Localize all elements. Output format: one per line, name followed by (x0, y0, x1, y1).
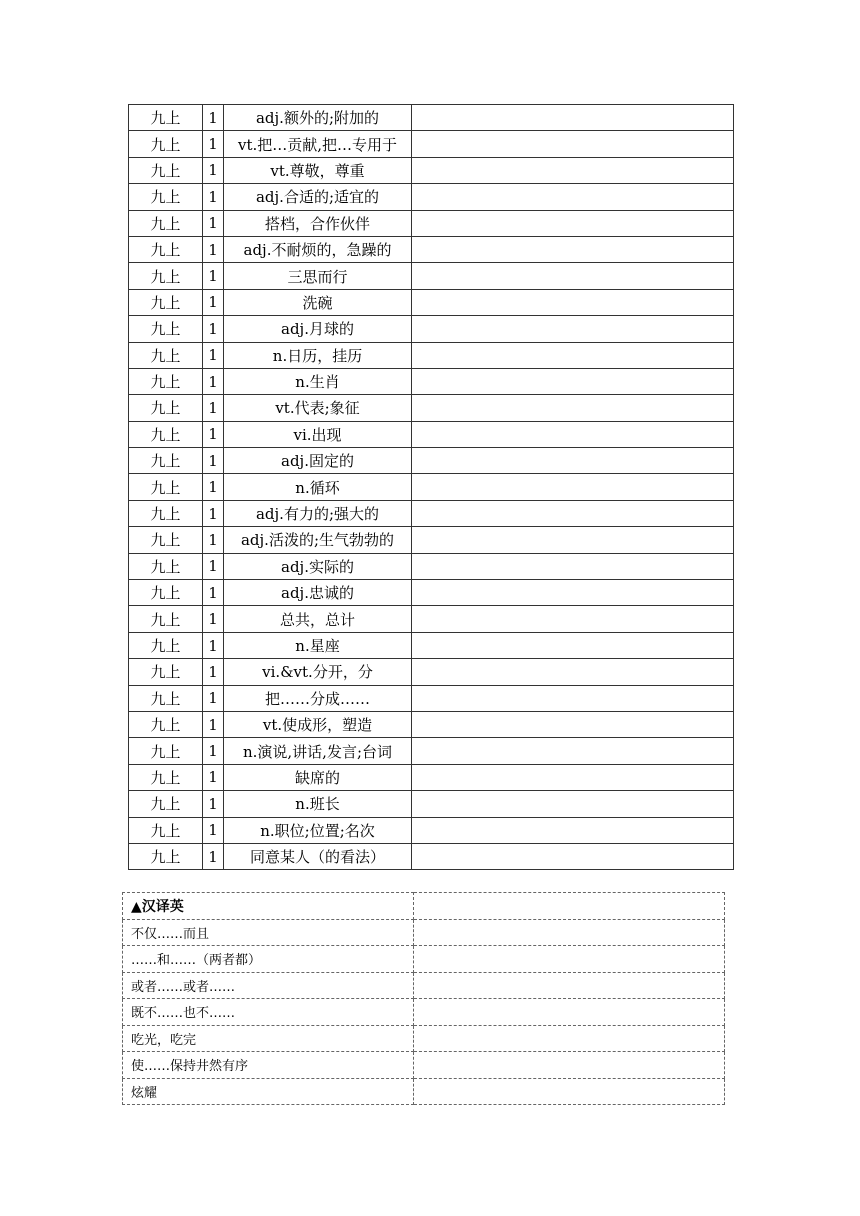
english-answer-cell[interactable] (414, 919, 725, 946)
chinese-phrase-cell: 或者……或者…… (123, 972, 414, 999)
meaning-cell: 缺席的 (224, 764, 412, 790)
answer-cell[interactable] (412, 738, 734, 764)
answer-cell[interactable] (412, 448, 734, 474)
table-row (129, 316, 734, 342)
table-row (129, 580, 734, 606)
unit-cell: 1 (203, 368, 224, 394)
english-answer-cell[interactable] (414, 946, 725, 973)
table-row (129, 659, 734, 685)
grade-cell: 九上 (129, 553, 203, 579)
unit-cell: 1 (203, 711, 224, 737)
table-row (129, 131, 734, 157)
english-answer-cell[interactable] (414, 1025, 725, 1052)
unit-cell: 1 (203, 553, 224, 579)
unit-cell: 1 (203, 500, 224, 526)
answer-cell[interactable] (412, 236, 734, 262)
english-answer-cell[interactable] (414, 972, 725, 999)
grade-cell: 九上 (129, 606, 203, 632)
answer-cell[interactable] (412, 685, 734, 711)
meaning-cell: adj.固定的 (224, 448, 412, 474)
meaning-cell: adj.有力的;强大的 (224, 500, 412, 526)
vocab-table (128, 104, 734, 870)
answer-cell[interactable] (412, 843, 734, 869)
table-row (129, 500, 734, 526)
meaning-cell: n.日历，挂历 (224, 342, 412, 368)
meaning-cell: adj.忠诚的 (224, 580, 412, 606)
meaning-cell: adj.额外的;附加的 (224, 105, 412, 131)
grade-cell: 九上 (129, 289, 203, 315)
translation-table-body (123, 893, 725, 1105)
grade-cell: 九上 (129, 131, 203, 157)
grade-cell: 九上 (129, 421, 203, 447)
unit-cell: 1 (203, 210, 224, 236)
table-row (129, 843, 734, 869)
translation-table (122, 892, 725, 1105)
list-item (123, 1052, 725, 1079)
unit-cell: 1 (203, 157, 224, 183)
translation-header-answer-cell[interactable] (414, 893, 725, 920)
table-row (129, 289, 734, 315)
unit-cell: 1 (203, 606, 224, 632)
table-row (129, 236, 734, 262)
answer-cell[interactable] (412, 817, 734, 843)
grade-cell: 九上 (129, 817, 203, 843)
grade-cell: 九上 (129, 474, 203, 500)
unit-cell: 1 (203, 184, 224, 210)
list-item (123, 1025, 725, 1052)
table-row (129, 738, 734, 764)
grade-cell: 九上 (129, 527, 203, 553)
answer-cell[interactable] (412, 395, 734, 421)
meaning-cell: vi.出现 (224, 421, 412, 447)
table-row (129, 368, 734, 394)
answer-cell[interactable] (412, 711, 734, 737)
english-answer-cell[interactable] (414, 1052, 725, 1079)
answer-cell[interactable] (412, 263, 734, 289)
meaning-cell: n.职位;位置;名次 (224, 817, 412, 843)
meaning-cell: n.演说,讲话,发言;台词 (224, 738, 412, 764)
table-row (129, 527, 734, 553)
unit-cell: 1 (203, 632, 224, 658)
unit-cell: 1 (203, 289, 224, 315)
meaning-cell: adj.合适的;适宜的 (224, 184, 412, 210)
table-row (129, 817, 734, 843)
translation-header: ▲汉译英 (123, 893, 414, 920)
grade-cell: 九上 (129, 105, 203, 131)
meaning-cell: 把……分成…… (224, 685, 412, 711)
grade-cell: 九上 (129, 448, 203, 474)
grade-cell: 九上 (129, 843, 203, 869)
grade-cell: 九上 (129, 685, 203, 711)
grade-cell: 九上 (129, 395, 203, 421)
list-item (123, 972, 725, 999)
meaning-cell: adj.不耐烦的，急躁的 (224, 236, 412, 262)
grade-cell: 九上 (129, 738, 203, 764)
grade-cell: 九上 (129, 580, 203, 606)
meaning-cell: vi.&vt.分开，分 (224, 659, 412, 685)
table-row (129, 764, 734, 790)
unit-cell: 1 (203, 236, 224, 262)
answer-cell[interactable] (412, 316, 734, 342)
answer-cell[interactable] (412, 421, 734, 447)
table-row (129, 342, 734, 368)
meaning-cell: vt.把…贡献,把…专用于 (224, 131, 412, 157)
table-row (129, 632, 734, 658)
table-row (129, 791, 734, 817)
table-row (129, 711, 734, 737)
answer-cell[interactable] (412, 474, 734, 500)
unit-cell: 1 (203, 843, 224, 869)
chinese-phrase-cell: ……和……（两者都） (123, 946, 414, 973)
unit-cell: 1 (203, 580, 224, 606)
chinese-phrase-cell: 使……保持井然有序 (123, 1052, 414, 1079)
answer-cell[interactable] (412, 368, 734, 394)
chinese-phrase-cell: 不仅……而且 (123, 919, 414, 946)
grade-cell: 九上 (129, 764, 203, 790)
answer-cell[interactable] (412, 500, 734, 526)
meaning-cell: n.星座 (224, 632, 412, 658)
meaning-cell: vt.尊敬，尊重 (224, 157, 412, 183)
grade-cell: 九上 (129, 210, 203, 236)
unit-cell: 1 (203, 131, 224, 157)
meaning-cell: vt.代表;象征 (224, 395, 412, 421)
grade-cell: 九上 (129, 659, 203, 685)
unit-cell: 1 (203, 474, 224, 500)
meaning-cell: adj.实际的 (224, 553, 412, 579)
grade-cell: 九上 (129, 263, 203, 289)
table-row (129, 184, 734, 210)
list-item (123, 1078, 725, 1105)
answer-cell[interactable] (412, 131, 734, 157)
unit-cell: 1 (203, 316, 224, 342)
meaning-cell: adj.月球的 (224, 316, 412, 342)
list-item (123, 946, 725, 973)
grade-cell: 九上 (129, 236, 203, 262)
table-row (129, 157, 734, 183)
unit-cell: 1 (203, 659, 224, 685)
answer-cell[interactable] (412, 791, 734, 817)
table-row (129, 263, 734, 289)
table-row (129, 395, 734, 421)
english-answer-cell[interactable] (414, 1078, 725, 1105)
meaning-cell: 同意某人（的看法） (224, 843, 412, 869)
answer-cell[interactable] (412, 764, 734, 790)
grade-cell: 九上 (129, 342, 203, 368)
list-item (123, 999, 725, 1026)
meaning-cell: 总共，总计 (224, 606, 412, 632)
grade-cell: 九上 (129, 500, 203, 526)
unit-cell: 1 (203, 817, 224, 843)
table-row (129, 606, 734, 632)
chinese-phrase-cell: 炫耀 (123, 1078, 414, 1105)
table-row (129, 685, 734, 711)
answer-cell[interactable] (412, 105, 734, 131)
grade-cell: 九上 (129, 632, 203, 658)
answer-cell[interactable] (412, 210, 734, 236)
grade-cell: 九上 (129, 368, 203, 394)
unit-cell: 1 (203, 764, 224, 790)
meaning-cell: n.班长 (224, 791, 412, 817)
unit-cell: 1 (203, 791, 224, 817)
meaning-cell: adj.活泼的;生气勃勃的 (224, 527, 412, 553)
table-row (129, 210, 734, 236)
table-row (129, 474, 734, 500)
answer-cell[interactable] (412, 659, 734, 685)
unit-cell: 1 (203, 738, 224, 764)
grade-cell: 九上 (129, 157, 203, 183)
chinese-phrase-cell: 吃光，吃完 (123, 1025, 414, 1052)
answer-cell[interactable] (412, 157, 734, 183)
list-item (123, 919, 725, 946)
meaning-cell: 洗碗 (224, 289, 412, 315)
unit-cell: 1 (203, 448, 224, 474)
grade-cell: 九上 (129, 791, 203, 817)
meaning-cell: n.循环 (224, 474, 412, 500)
grade-cell: 九上 (129, 316, 203, 342)
grade-cell: 九上 (129, 184, 203, 210)
grade-cell: 九上 (129, 711, 203, 737)
answer-cell[interactable] (412, 342, 734, 368)
unit-cell: 1 (203, 395, 224, 421)
table-row (129, 421, 734, 447)
table-row (129, 553, 734, 579)
unit-cell: 1 (203, 342, 224, 368)
meaning-cell: n.生肖 (224, 368, 412, 394)
answer-cell[interactable] (412, 527, 734, 553)
meaning-cell: 搭档，合作伙伴 (224, 210, 412, 236)
unit-cell: 1 (203, 421, 224, 447)
unit-cell: 1 (203, 527, 224, 553)
meaning-cell: 三思而行 (224, 263, 412, 289)
table-row (129, 448, 734, 474)
answer-cell[interactable] (412, 580, 734, 606)
translation-header-row (123, 893, 725, 920)
unit-cell: 1 (203, 263, 224, 289)
vocab-table-body (129, 105, 734, 870)
unit-cell: 1 (203, 105, 224, 131)
table-row (129, 105, 734, 131)
unit-cell: 1 (203, 685, 224, 711)
meaning-cell: vt.使成形，塑造 (224, 711, 412, 737)
english-answer-cell[interactable] (414, 999, 725, 1026)
chinese-phrase-cell: 既不……也不…… (123, 999, 414, 1026)
answer-cell[interactable] (412, 184, 734, 210)
answer-cell[interactable] (412, 553, 734, 579)
answer-cell[interactable] (412, 632, 734, 658)
answer-cell[interactable] (412, 606, 734, 632)
answer-cell[interactable] (412, 289, 734, 315)
